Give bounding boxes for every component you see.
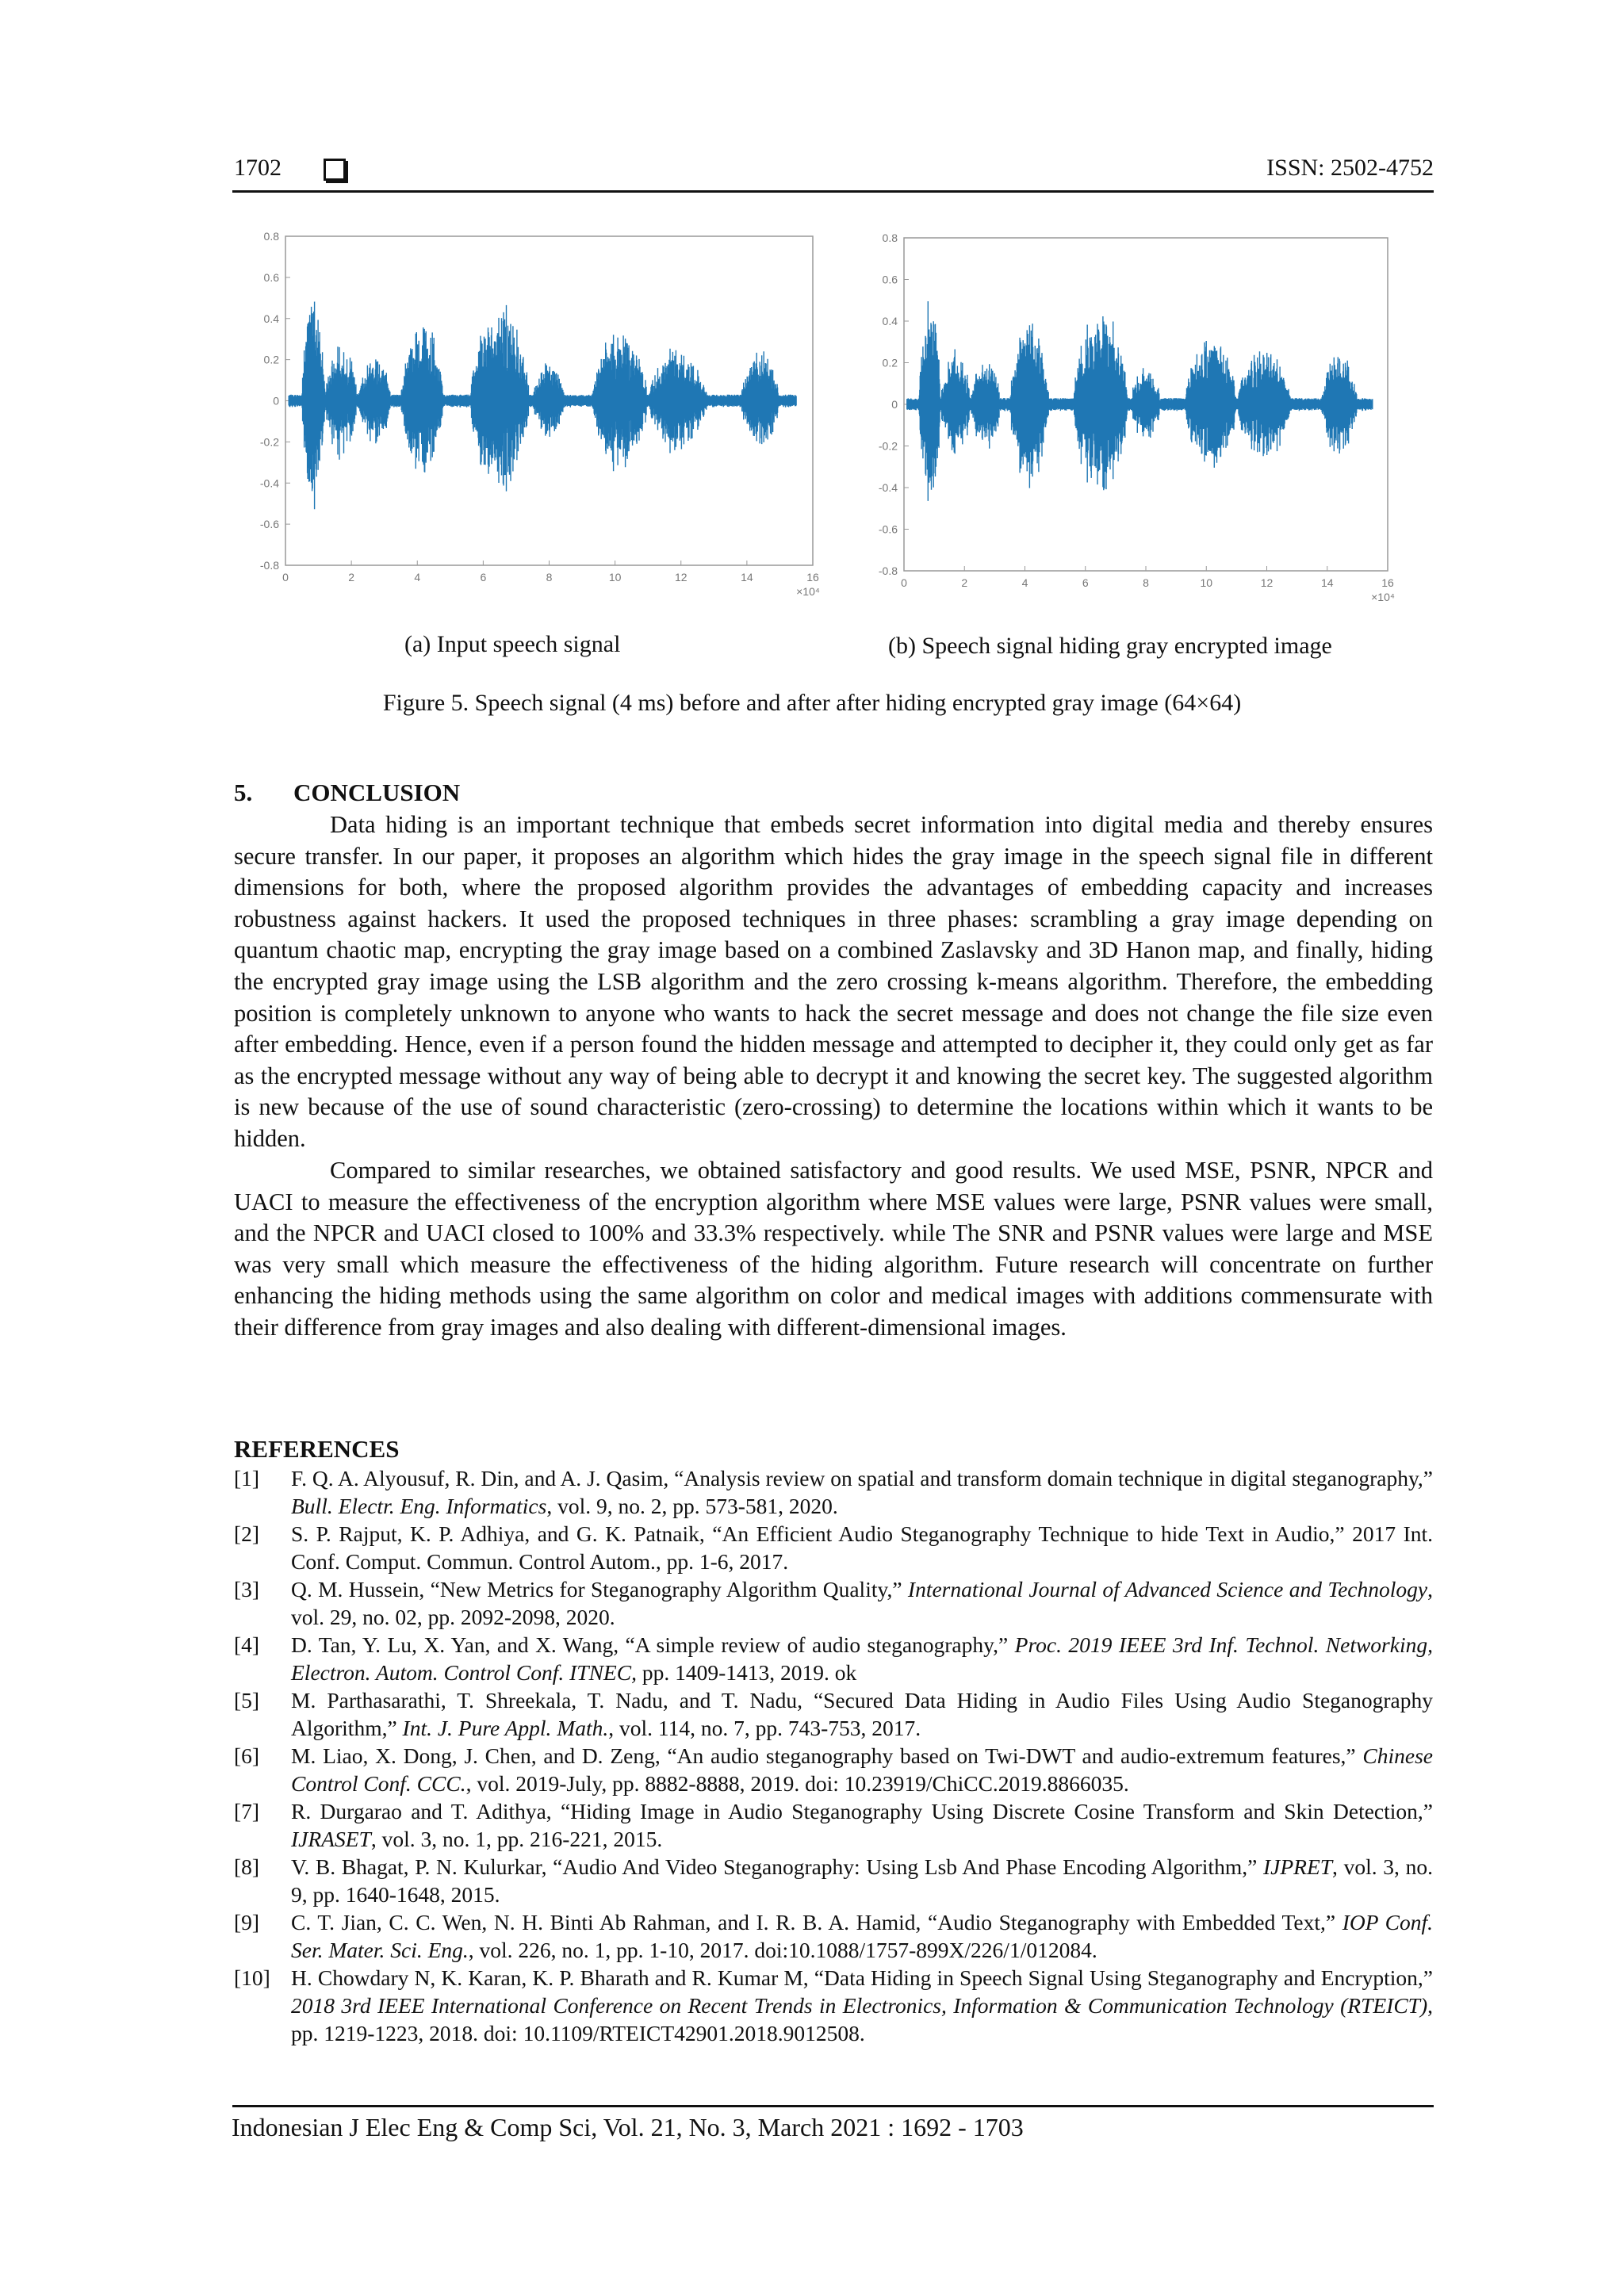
reference-details: , vol. 226, no. 1, pp. 1-10, 2017. doi:10.1088/1757-899X/226/1/012084.: [468, 1938, 1097, 1962]
y-tick-label: -0.6: [259, 518, 279, 531]
references-heading: REFERENCES: [234, 1435, 400, 1463]
reference-venue: 2018 3rd IEEE International Conference on Recent Trends in Electronics, Information & Communication Technology (RTEICT): [291, 1993, 1428, 2018]
y-tick-label: -0.8: [259, 559, 279, 572]
reference-text: Q. M. Hussein, “New Metrics for Steganography Algorithm Quality,”: [291, 1577, 908, 1601]
plot-input-speech-signal: [252, 230, 855, 603]
reference-venue: Bull. Electr. Eng. Informatics: [291, 1494, 547, 1518]
figure-caption: Figure 5. Speech signal (4 ms) before and after after hiding encrypted gray image (64×64): [382, 690, 1242, 716]
plot-speech-signal-hiding: [871, 232, 1426, 608]
section-number: 5.: [234, 779, 253, 806]
y-tick-label: 0.8: [263, 230, 279, 243]
reference-item: [234, 1631, 1433, 1686]
reference-details: , vol. 3, no. 9, pp. 1640-1648, 2015.: [291, 1854, 1433, 1907]
reference-venue: International Journal of Advanced Science and Technology: [907, 1577, 1428, 1601]
y-tick-label: 0.6: [263, 270, 279, 284]
reference-venue: Int. J. Pure Appl. Math.: [402, 1716, 609, 1740]
reference-venue: IJRASET: [291, 1827, 371, 1851]
reference-text: H. Chowdary N, K. Karan, K. P. Bharath and R. Kumar M, “Data Hiding in Speech Signal Using Steganography and Encryption,”: [291, 1965, 1433, 1990]
y-tick-label: 0.6: [882, 273, 898, 286]
y-tick-label: 0.4: [263, 312, 279, 325]
x-tick-label: 12: [1260, 576, 1274, 589]
reference-number: [7]: [234, 1799, 260, 1823]
conclusion-paragraph: Compared to similar researches, we obtained satisfactory and good results. We used MSE, PSNR, NPCR and UACI to measure the effectiveness of the encryption algorithm where MSE values were large, PSNR values were small, and the NPCR and UACI closed to 100% and 33.3% respectively. while The SNR and PSNR values were large and MSE was very small which measure the effectiveness of the hiding algorithm. Future research will concentrate on further enhancing the hiding methods using the same algorithm on color and medical images with additions commensurate with their difference from gray images and also dealing with different-dimensional images.: [234, 1157, 1433, 1341]
reference-venue: Chinese Control Conf. CCC.: [291, 1743, 1433, 1796]
reference-text: R. Durgarao and T. Adithya, “Hiding Image in Audio Steganography Using Discrete Cosine Transform and Skin Detection,”: [291, 1799, 1433, 1823]
y-tick-label: -0.6: [878, 522, 898, 536]
reference-item: [234, 1520, 1433, 1575]
reference-item: [234, 1575, 1433, 1631]
reference-number: [9]: [234, 1910, 260, 1934]
box-icon: [324, 159, 346, 181]
reference-item: [234, 1964, 1433, 2047]
chart-svg-a: [252, 230, 855, 603]
reference-item: [234, 1686, 1433, 1742]
x-tick-label: 14: [741, 571, 753, 584]
section-heading: [234, 779, 460, 807]
reference-number: [3]: [234, 1577, 260, 1601]
reference-text: C. T. Jian, C. C. Wen, N. H. Binti Ab Rahman, and I. R. B. A. Hamid, “Audio Steganography with Embedded Text,”: [291, 1910, 1342, 1934]
x-tick-label: 10: [1200, 576, 1213, 589]
journal-footer: Indonesian J Elec Eng & Comp Sci, Vol. 21, No. 3, March 2021 : 1692 - 1703: [232, 2113, 1024, 2141]
x-exponent-label: ×10⁴: [796, 585, 820, 598]
conclusion-paragraph: Data hiding is an important technique that embeds secret information into digital media and thereby ensures secure transfer. In our paper, it proposes an algorithm which hides the gray image in the speech signal file in different dimensions for both, where the proposed algorithm provides the advantages of embedding capacity and increases robustness against hackers. It used the proposed techniques in three phases: scrambling a gray image depending on quantum chaotic map, encrypting the gray image based on a combined Zaslavsky and 3D Hanon map, and finally, hiding the encrypted gray image using the LSB algorithm and the zero crossing k-means algorithm. Therefore, the embedding position is completely unknown to anyone who wants to hack the secret message and does not change the file size even after embedding. Hence, even if a person found the hidden message and attempted to decipher it, they could only get as far as the encrypted message without any way of being able to decrypt it and knowing the secret key. The suggested algorithm is new because of the use of sound characteristic (zero-crossing) to determine the locations within which it wants to be hidden.: [234, 811, 1433, 1152]
panel-a-caption: (a) Input speech signal: [404, 631, 621, 657]
y-tick-label: -0.2: [878, 439, 898, 453]
x-tick-label: 6: [1082, 576, 1089, 589]
reference-number: [4]: [234, 1632, 260, 1657]
x-tick-label: 2: [348, 571, 355, 584]
x-tick-label: 0: [282, 571, 289, 584]
x-tick-label: 16: [806, 571, 819, 584]
reference-venue: Proc. 2019 IEEE 3rd Inf. Technol. Networking, Electron. Autom. Control Conf. ITNEC,: [291, 1632, 1433, 1685]
reference-number: [2]: [234, 1521, 260, 1546]
reference-text: F. Q. A. Alyousuf, R. Din, and A. J. Qasim, “Analysis review on spatial and transform domain technique in digital steganography,”: [291, 1466, 1433, 1490]
chart-svg-b: [871, 232, 1426, 608]
y-tick-label: 0: [273, 394, 279, 408]
y-tick-label: 0.2: [882, 356, 898, 369]
x-exponent-label: ×10⁴: [1371, 591, 1395, 603]
reference-text: D. Tan, Y. Lu, X. Yan, and X. Wang, “A simple review of audio steganography,”: [291, 1632, 1015, 1657]
reference-number: [6]: [234, 1743, 260, 1768]
x-tick-label: 16: [1381, 576, 1394, 589]
x-tick-label: 14: [1320, 576, 1334, 589]
x-tick-label: 2: [961, 576, 968, 589]
x-tick-label: 6: [480, 571, 487, 584]
y-tick-label: -0.4: [878, 481, 898, 494]
y-tick-label: -0.2: [259, 435, 279, 449]
y-tick-label: -0.4: [259, 476, 279, 490]
reference-text: S. P. Rajput, K. P. Adhiya, and G. K. Patnaik, “An Efficient Audio Steganography Technique to hide Text in Audio,” 2017 Int. Conf. Comput. Commun. Control Autom., pp. 1-6, 2017.: [291, 1521, 1433, 1574]
header-rule: [232, 190, 1434, 193]
reference-item: [234, 1908, 1433, 1964]
reference-number: [8]: [234, 1854, 260, 1879]
x-tick-label: 4: [1021, 576, 1028, 589]
reference-item: [234, 1464, 1433, 1520]
y-tick-label: 0: [891, 398, 898, 411]
y-tick-label: -0.8: [878, 564, 898, 577]
reference-details: , vol. 3, no. 1, pp. 216-221, 2015.: [370, 1827, 663, 1851]
y-tick-label: 0.8: [882, 232, 898, 244]
x-tick-label: 0: [901, 576, 907, 589]
y-tick-label: 0.2: [263, 353, 279, 366]
reference-venue: IOP Conf. Ser. Mater. Sci. Eng.: [291, 1910, 1433, 1962]
section-title: CONCLUSION: [293, 779, 461, 806]
reference-details: , vol. 9, no. 2, pp. 573-581, 2020.: [546, 1494, 838, 1518]
x-tick-label: 8: [1143, 576, 1149, 589]
footer-rule: [232, 2105, 1434, 2107]
reference-details: pp. 1409-1413, 2019. ok: [636, 1660, 857, 1685]
panel-b-caption: (b) Speech signal hiding gray encrypted image: [888, 633, 1332, 659]
x-tick-label: 10: [608, 571, 622, 584]
issn: ISSN: 2502-4752: [1266, 155, 1434, 181]
reference-list: [234, 1464, 1433, 2047]
reference-item: [234, 1797, 1433, 1853]
reference-details: , vol. 29, no. 02, pp. 2092-2098, 2020.: [291, 1577, 1433, 1629]
reference-number: [10]: [234, 1965, 270, 1990]
x-tick-label: 4: [414, 571, 421, 584]
reference-details: , vol. 114, no. 7, pp. 743-753, 2017.: [608, 1716, 921, 1740]
reference-text: V. B. Bhagat, P. N. Kulurkar, “Audio And Video Steganography: Using Lsb And Phase Encoding Algorithm,”: [291, 1854, 1263, 1879]
reference-details: , pp. 1219-1223, 2018. doi: 10.1109/RTEICT42901.2018.9012508.: [291, 1993, 1433, 2045]
reference-item: [234, 1742, 1433, 1797]
y-tick-label: 0.4: [882, 315, 898, 327]
page-number: 1702: [234, 155, 282, 181]
reference-text: M. Parthasarathi, T. Shreekala, T. Nadu, and T. Nadu, “Secured Data Hiding in Audio Files Using Audio Steganography Algorithm,”: [291, 1688, 1433, 1740]
x-tick-label: 12: [674, 571, 688, 584]
reference-details: , vol. 2019-July, pp. 8882-8888, 2019. doi: 10.23919/ChiCC.2019.8866035.: [465, 1771, 1129, 1796]
reference-text: M. Liao, X. Dong, J. Chen, and D. Zeng, “An audio steganography based on Twi-DWT and audio-extremum features,”: [291, 1743, 1363, 1768]
reference-number: [1]: [234, 1466, 260, 1490]
reference-number: [5]: [234, 1688, 260, 1712]
x-tick-label: 8: [546, 571, 553, 584]
reference-item: [234, 1853, 1433, 1908]
reference-venue: IJPRET: [1262, 1854, 1333, 1879]
